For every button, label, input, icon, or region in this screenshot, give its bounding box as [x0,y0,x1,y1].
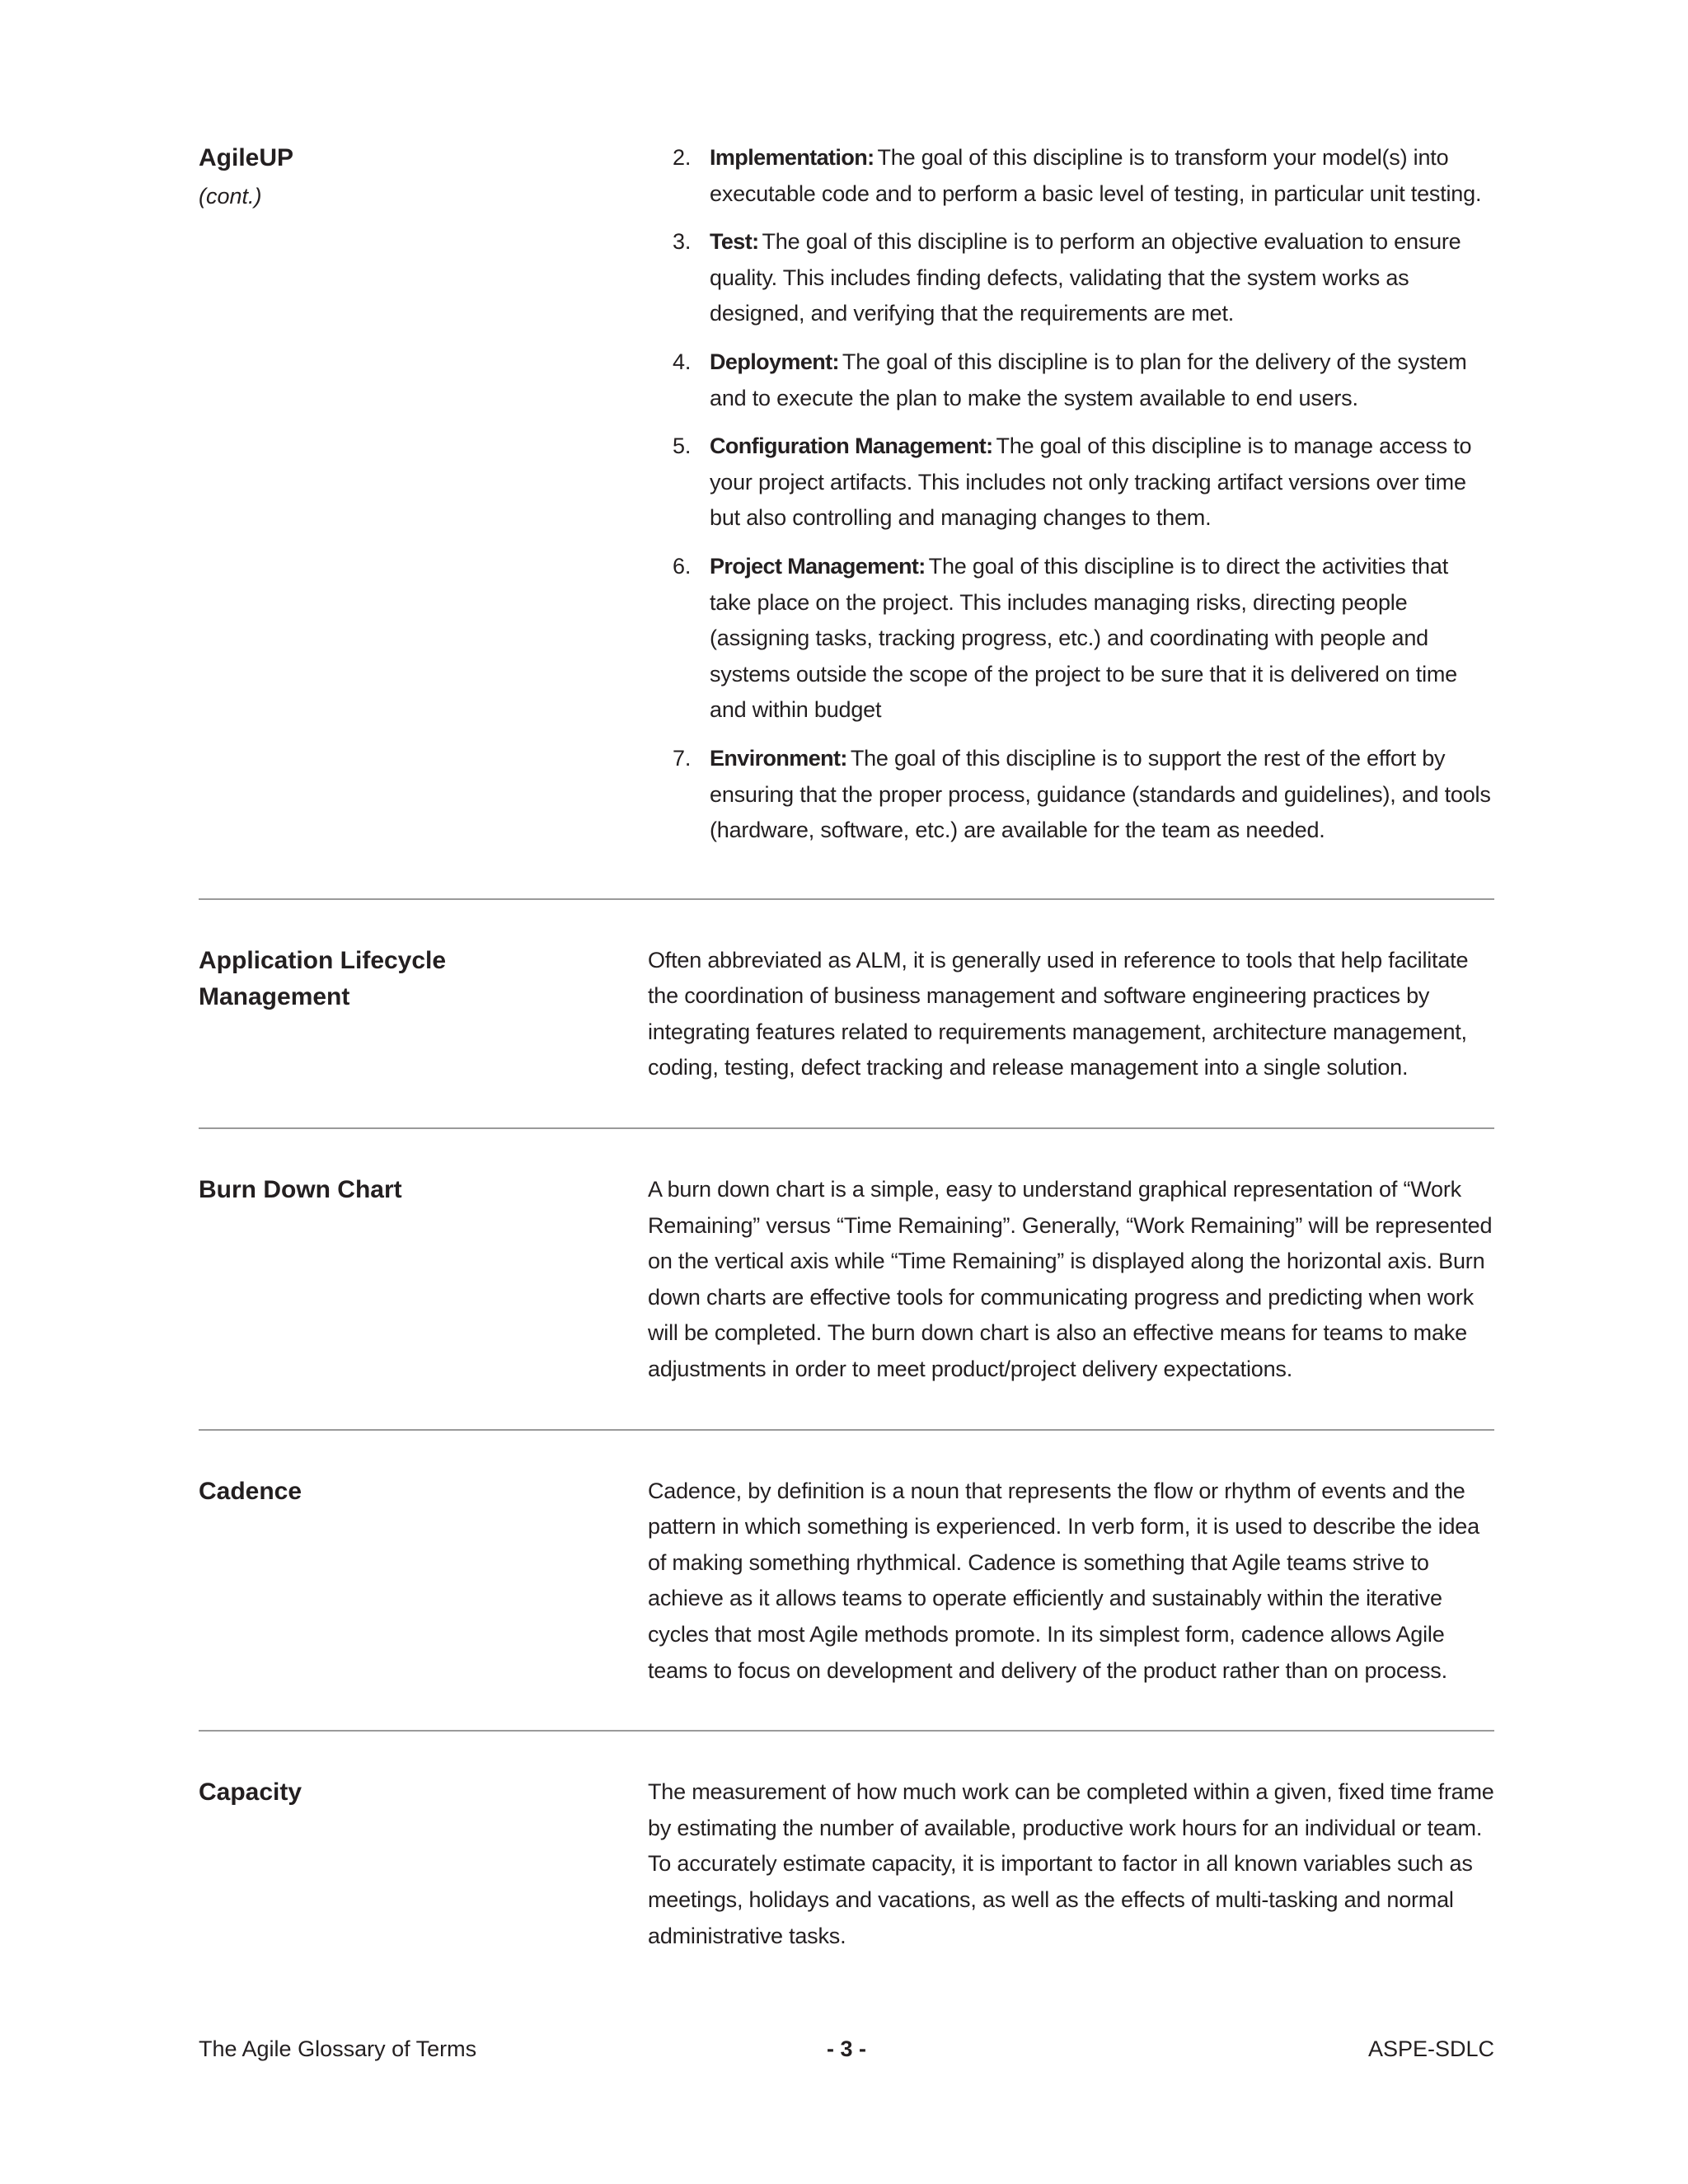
section-divider [199,898,1494,900]
term-column [199,943,648,1015]
section-divider [199,1429,1494,1431]
term-column [199,1474,648,1510]
definition-column [648,140,1494,861]
page-footer [199,2032,1494,2065]
list-item-number: 2. [673,145,692,170]
list-item-lead: Test: [710,229,759,255]
list-item [673,429,1494,537]
list-item [673,741,1494,849]
term-column [199,140,648,213]
glossary-page [199,140,1494,1954]
term-continued-note: (cont.) [199,184,262,209]
list-item-body [710,224,1494,332]
list-item [673,140,1494,212]
list-item-text: The goal of this discipline is to perform an objective evaluation to ensure quality. This includes finding defects, validating that the system works as designed, and verifying that the requirements are met. [710,229,1461,326]
term-title: Cadence [199,1477,302,1505]
term-title-line-2: Management [199,982,350,1010]
list-item-body [710,429,1494,537]
term-title [199,943,648,1015]
list-item-text: The goal of this discipline is to support the rest of the effort by ensuring that the proper process, guidance (standards and guidelines), and tools (hardware, software, etc.) are available for the team as needed. [710,745,1491,843]
list-item-lead: Configuration Management: [710,434,993,459]
list-item-body [710,549,1494,729]
definition-column [648,1774,1494,1954]
term-title: AgileUP [199,144,294,171]
term-definition: A burn down chart is a simple, easy to understand graphical representation of “Work Remaining” versus “Time Remaining”. Generally, “Work Remaining” will be represented on the vertical axis while “Time Remaining” is displayed along the horizontal axis. Burn down charts are effective tools for communicating progress and predicting when work will be completed. The burn down chart is also an effective means for teams to make adjustments in order to meet product/project delivery expectations. [648,1177,1493,1382]
term-column [199,1172,648,1208]
list-item-text: The goal of this discipline is to direct the activities that take place on the project. This includes managing risks, directing people (assigning tasks, tracking progress, etc.) and coordinating with people and systems outside the scope of the project to be sure that it is delivered on time and within budget [710,553,1457,723]
glossary-entry-burn-down-chart [199,1172,1494,1388]
list-item-lead: Project Management: [710,553,926,579]
term-definition: Often abbreviated as ALM, it is generally used in reference to tools that help facilitate the coordination of business management and software engineering practices by integrating features related to requirements management, architecture management, coding, testing, defect tracking and release management into a single solution. [648,947,1469,1080]
footer-publisher: ASPE-SDLC [1367,2036,1494,2061]
list-item-text: The goal of this discipline is to manage access to your project artifacts. This includes not only tracking artifact versions over time but also controlling and managing changes to them. [710,434,1472,531]
list-item-lead: Deployment: [710,349,839,374]
list-item-body [710,344,1494,416]
list-item [673,224,1494,332]
list-item [673,549,1494,729]
list-item [673,344,1494,416]
term-definition: Cadence, by definition is a noun that represents the flow or rhythm of events and the pattern in which something is experienced. In verb form, it is used to describe the idea of making something rhythmical. Cadence is something that Agile teams strive to achieve as it allows teams to operate efficiently and sustainably within the iterative cycles that most Agile methods promote. In its simplest form, cadence allows Agile teams to focus on development and delivery of the product rather than on process. [648,1478,1479,1683]
term-column [199,1774,648,1811]
list-item-number: 5. [673,434,692,459]
list-item-text: The goal of this discipline is to transform your model(s) into executable code and to perform a basic level of testing, in particular unit testing. [710,145,1482,206]
list-item-number: 4. [673,349,692,374]
glossary-entry-alm [199,943,1494,1086]
section-divider [199,1730,1494,1732]
term-title: Burn Down Chart [199,1176,402,1204]
list-item-text: The goal of this discipline is to plan for the delivery of the system and to execute the plan to make the system available to end users. [710,349,1467,410]
list-item-body [710,741,1494,849]
list-item-number: 7. [673,745,692,771]
list-item-number: 6. [673,553,692,579]
definition-column [648,943,1494,1086]
list-item-number: 3. [673,229,692,255]
footer-page-number: - 3 - [826,2036,866,2061]
list-item-lead: Implementation: [710,145,874,170]
glossary-entry-capacity [199,1774,1494,1954]
discipline-list [648,140,1494,849]
definition-column [648,1474,1494,1690]
term-definition: The measurement of how much work can be completed within a given, fixed time frame by estimating the number of available, productive work hours for an individual or team. To accurately estimate capacity, it is important to factor in all known variables such as meetings, holidays and vacations, as well as the effects of multi-tasking and normal administrative tasks. [648,1779,1494,1948]
list-item-body [710,140,1494,212]
list-item-lead: Environment: [710,745,847,771]
term-title: Capacity [199,1779,302,1807]
glossary-entry-cadence [199,1474,1494,1690]
footer-document-title: The Agile Glossary of Terms [199,2036,477,2061]
term-title-line-1: Application Lifecycle [199,946,447,974]
glossary-entry-agileup [199,140,1494,861]
definition-column [648,1172,1494,1388]
section-divider [199,1127,1494,1129]
